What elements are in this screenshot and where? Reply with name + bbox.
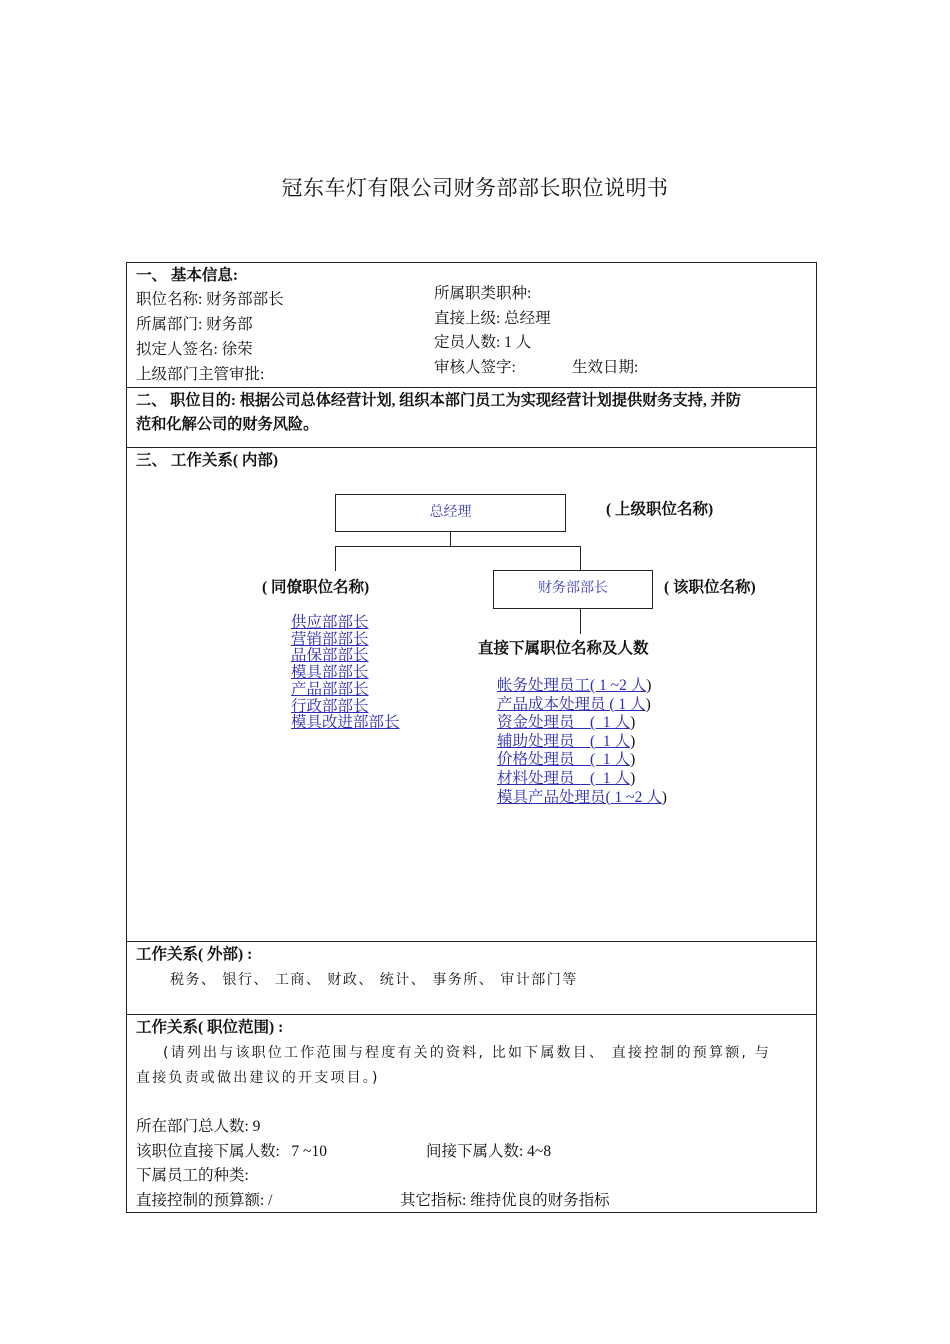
subordinate-list — [497, 677, 667, 807]
subordinate-name[interactable]: 模具产品处理员 — [497, 788, 606, 806]
peer-position-caption: ( 同僚职位名称) — [262, 579, 370, 596]
basic-info-heading: 一、 基本信息: — [136, 267, 239, 284]
subordinate-item — [497, 751, 667, 770]
staff-types: 下属员工的种类: — [136, 1167, 249, 1184]
org-connector — [580, 546, 581, 571]
subordinate-close: ) — [646, 677, 652, 694]
org-box-general-manager — [335, 494, 566, 532]
peer-item[interactable]: 品保部部长 — [291, 647, 369, 665]
scope-note-line-1: (请列出与该职位工作范围与程度有关的资料, 比如下属数目、 直接控制的预算额, 与 — [163, 1045, 771, 1061]
finance-head-label: 财务部部长 — [538, 580, 608, 596]
position-name: 职位名称: 财务部部长 — [136, 291, 284, 308]
subordinate-name[interactable]: 辅助处理员 — [497, 732, 575, 750]
document-title: 冠东车灯有限公司财务部部长职位说明书 — [281, 176, 669, 200]
peer-item[interactable]: 行政部部长 — [291, 697, 369, 715]
headcount: 定员人数: 1 人 — [434, 334, 532, 351]
peer-item[interactable]: 产品部部长 — [291, 680, 369, 698]
department: 所属部门: 财务部 — [136, 316, 253, 333]
peer-item[interactable]: 营销部部长 — [291, 630, 369, 648]
org-box-finance-head — [493, 570, 653, 609]
subordinate-name[interactable]: 材料处理员 — [497, 769, 575, 787]
subordinate-item — [497, 696, 667, 715]
subordinate-name[interactable]: 帐务处理员工 — [497, 677, 591, 694]
direct-superior: 直接上级: 总经理 — [434, 310, 551, 327]
org-connector — [335, 546, 336, 571]
subordinate-close: ) — [645, 695, 651, 713]
subordinate-item — [497, 714, 667, 733]
row-divider — [126, 447, 817, 448]
general-manager-label: 总经理 — [429, 504, 472, 520]
subordinate-item — [497, 770, 667, 789]
budget-control: 直接控制的预算额: / — [136, 1192, 273, 1209]
external-relations-heading: 工作关系( 外部) : — [136, 946, 253, 963]
subordinate-item — [497, 677, 667, 696]
purpose-line-1: 二、 职位目的: 根据公司总体经营计划, 组织本部门员工为实现经营计划提供财务支持, 并防 — [136, 392, 741, 409]
peer-item[interactable]: 供应部部长 — [291, 614, 369, 631]
row-divider — [126, 387, 817, 388]
dept-total-headcount: 所在部门总人数: 9 — [136, 1118, 261, 1135]
row-divider — [126, 1014, 817, 1015]
job-category: 所属职类职种: — [434, 285, 532, 302]
subordinate-close: ) — [630, 769, 636, 787]
other-indicators: 其它指标: 维持优良的财务指标 — [400, 1192, 610, 1209]
scope-note-line-2: 直接负责或做出建议的开支项目。) — [136, 1070, 380, 1086]
org-connector — [450, 532, 451, 547]
peer-item[interactable]: 模具改进部部长 — [291, 714, 400, 732]
purpose-line-2: 范和化解公司的财务风险。 — [136, 416, 319, 433]
subordinate-close: ) — [630, 751, 636, 769]
subordinate-count[interactable]: ( 1 ~2 人 — [605, 788, 662, 806]
superior-position-caption: ( 上级职位名称) — [606, 501, 714, 518]
subordinate-count[interactable]: ( 1 人 — [574, 714, 631, 732]
subordinates-caption: 直接下属职位名称及人数 — [478, 640, 649, 657]
subordinate-count[interactable]: ( 1 人 — [574, 732, 631, 750]
peer-list — [291, 615, 400, 732]
indirect-subordinates: 间接下属人数: 4~8 — [426, 1143, 552, 1160]
subordinate-name[interactable]: 资金处理员 — [497, 714, 575, 732]
org-connector — [580, 609, 581, 634]
subordinate-count[interactable]: ( 1 人 — [605, 695, 646, 713]
superior-approval: 上级部门主管审批: — [136, 366, 265, 383]
subordinate-count[interactable]: ( 1 ~2 人 — [590, 677, 647, 694]
scope-heading: 工作关系( 职位范围) : — [136, 1019, 284, 1036]
subordinate-close: ) — [630, 714, 636, 732]
peer-item[interactable]: 模具部部长 — [291, 664, 369, 682]
subordinate-name[interactable]: 价格处理员 — [497, 751, 575, 769]
subordinate-count[interactable]: ( 1 人 — [574, 769, 631, 787]
subordinate-count[interactable]: ( 1 人 — [574, 751, 631, 769]
subordinate-close: ) — [661, 788, 667, 806]
subordinate-name[interactable]: 产品成本处理员 — [497, 695, 606, 713]
drafter-signature: 拟定人签名: 徐荣 — [136, 341, 253, 358]
subordinate-item — [497, 789, 667, 808]
internal-relations-heading: 三、 工作关系( 内部) — [136, 452, 279, 469]
direct-subordinates: 该职位直接下属人数: 7 ~10 — [136, 1143, 327, 1160]
own-position-caption: ( 该职位名称) — [664, 579, 756, 596]
org-connector — [335, 546, 581, 547]
subordinate-item — [497, 733, 667, 752]
external-relations-list: 税务、 银行、 工商、 财政、 统计、 事务所、 审计部门等 — [170, 972, 578, 988]
effective-date: 生效日期: — [572, 359, 639, 376]
reviewer-signature: 审核人签字: — [434, 359, 516, 376]
row-divider — [126, 941, 817, 942]
subordinate-close: ) — [630, 732, 636, 750]
